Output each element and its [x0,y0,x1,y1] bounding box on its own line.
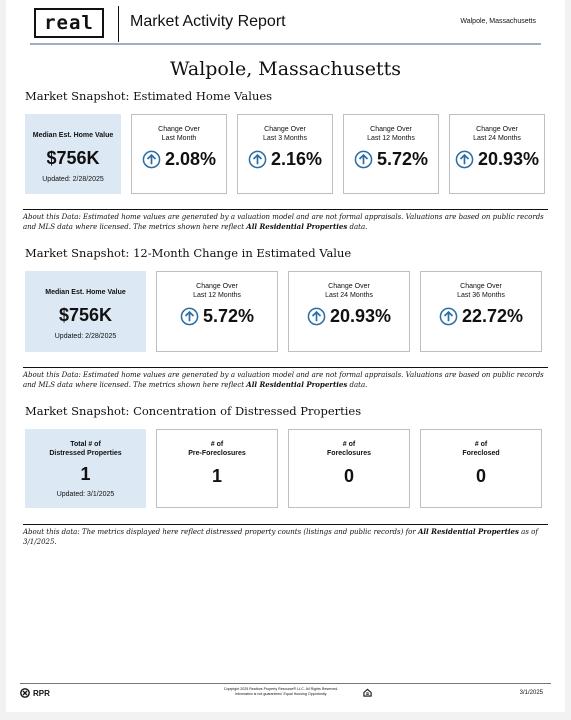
count-value: 0 [475,466,486,486]
change-value: 5.72% [376,149,429,169]
median-value-card [25,271,146,352]
count-label-line1: # of [474,441,488,448]
change-label-line1: Change Over [460,283,502,290]
note-bold: All Residential Properties [417,527,519,536]
rpr-logo [20,688,50,698]
change-card [449,114,545,194]
logo-text: real [44,12,94,34]
change-label-line2: Last 12 Months [193,292,241,299]
count-label-line2: Pre-Foreclosures [188,450,246,457]
median-label: Median Est. Home Value [45,289,126,296]
median-value-card [25,114,121,194]
count-label-line2: Foreclosed [462,450,500,457]
change-value: 2.16% [270,149,323,169]
note-text: About this Data: Estimated home values are generated by a valuation model and are not formal appraisals. Valuations are based on public records and MLS data where licensed. The metrics shown here reflect [23,371,544,389]
distressed-label-line1: Total # of [70,441,101,448]
copyright [196,687,366,697]
note-end: as of 3/1/2025. [23,528,538,546]
up-arrow-circle-icon [354,150,373,169]
up-arrow-circle-icon [248,150,267,169]
rpr-brand: RPR [33,688,50,698]
change-value: 2.08% [164,149,217,169]
real-logo [34,8,104,38]
distressed-label-line2: Distressed Properties [49,450,122,457]
up-arrow-circle-icon [455,150,474,169]
report-page [6,0,565,712]
median-value: $756K [58,305,113,325]
change-value: 5.72% [202,306,255,326]
home-values-cards [25,114,545,194]
change-card [420,271,542,352]
distressed-updated: Updated: 3/1/2025 [56,491,115,498]
change-card [131,114,227,194]
note-end: data. [347,381,368,389]
up-arrow-circle-icon [180,307,199,326]
median-label: Median Est. Home Value [32,132,114,139]
count-value: 1 [211,466,222,486]
report-title: Market Activity Report [130,13,286,30]
foreclosed-card [420,429,542,508]
change-label-line1: Change Over [476,126,518,133]
change-card [237,114,333,194]
note-bold: All Residential Properties [246,222,348,231]
change-value: 22.72% [461,306,524,326]
section-title-distressed: Market Snapshot: Concentration of Distressed Properties [25,404,362,418]
page-title: Walpole, Massachusetts [169,58,402,80]
header-divider [118,6,119,42]
median-updated: Updated: 2/28/2025 [42,176,104,183]
up-arrow-circle-icon [439,307,458,326]
header-location: Walpole, Massachusetts [460,18,536,25]
median-value: $756K [46,148,100,168]
change-card [156,271,278,352]
about-data-note [23,367,548,390]
change-label-line2: Last 3 Months [263,135,307,142]
equal-housing-icon [363,688,372,697]
change-label-line1: Change Over [328,283,370,290]
change-value: 20.93% [477,149,540,169]
note-bold: All Residential Properties [246,380,348,389]
section-title-12-month: Market Snapshot: 12-Month Change in Estimated Value [25,246,352,260]
about-data-note [23,524,548,547]
note-end: data. [347,223,368,231]
median-updated: Updated: 2/28/2025 [54,333,117,340]
change-card [288,271,410,352]
rpr-logo-icon [20,688,30,698]
up-arrow-circle-icon [142,150,161,169]
change-label-line2: Last 36 Months [457,292,505,299]
change-label-line1: Change Over [264,126,306,133]
twelve-month-cards [25,271,542,352]
change-label-line1: Change Over [196,283,238,290]
copyright-line1: Copyright 2025 Realtors Property Resource® LLC. All Rights Reserved. [223,687,339,691]
header-rule [30,43,541,45]
note-text: About this data: The metrics displayed here reflect distressed property counts (listings and public records) for [23,528,418,536]
distressed-total: 1 [80,464,91,484]
note-text: About this Data: Estimated home values are generated by a valuation model and are not formal appraisals. Valuations are based on public records and MLS data where licensed. The metrics shown here reflect [23,213,544,231]
distressed-cards [25,429,542,508]
count-label-line1: # of [210,441,224,448]
change-label-line1: Change Over [158,126,200,133]
footer-rule [20,683,551,684]
about-data-note [23,209,548,232]
change-card [343,114,439,194]
foreclosures-card [288,429,410,508]
change-label-line2: Last 12 Months [367,135,415,142]
copyright-line2: Information is not guaranteed. Equal Housing Opportunity. [234,692,328,696]
total-distressed-card [25,429,146,508]
change-label-line2: Last 24 Months [473,135,521,142]
change-label-line2: Last 24 Months [325,292,373,299]
up-arrow-circle-icon [307,307,326,326]
pre-foreclosures-card [156,429,278,508]
count-value: 0 [343,466,354,486]
section-title-home-values: Market Snapshot: Estimated Home Values [25,89,273,103]
count-label-line2: Foreclosures [327,450,371,457]
change-label-line2: Last Month [161,135,197,142]
footer-date: 3/1/2025 [519,690,543,696]
change-label-line1: Change Over [370,126,412,133]
count-label-line1: # of [342,441,356,448]
change-value: 20.93% [329,306,392,326]
